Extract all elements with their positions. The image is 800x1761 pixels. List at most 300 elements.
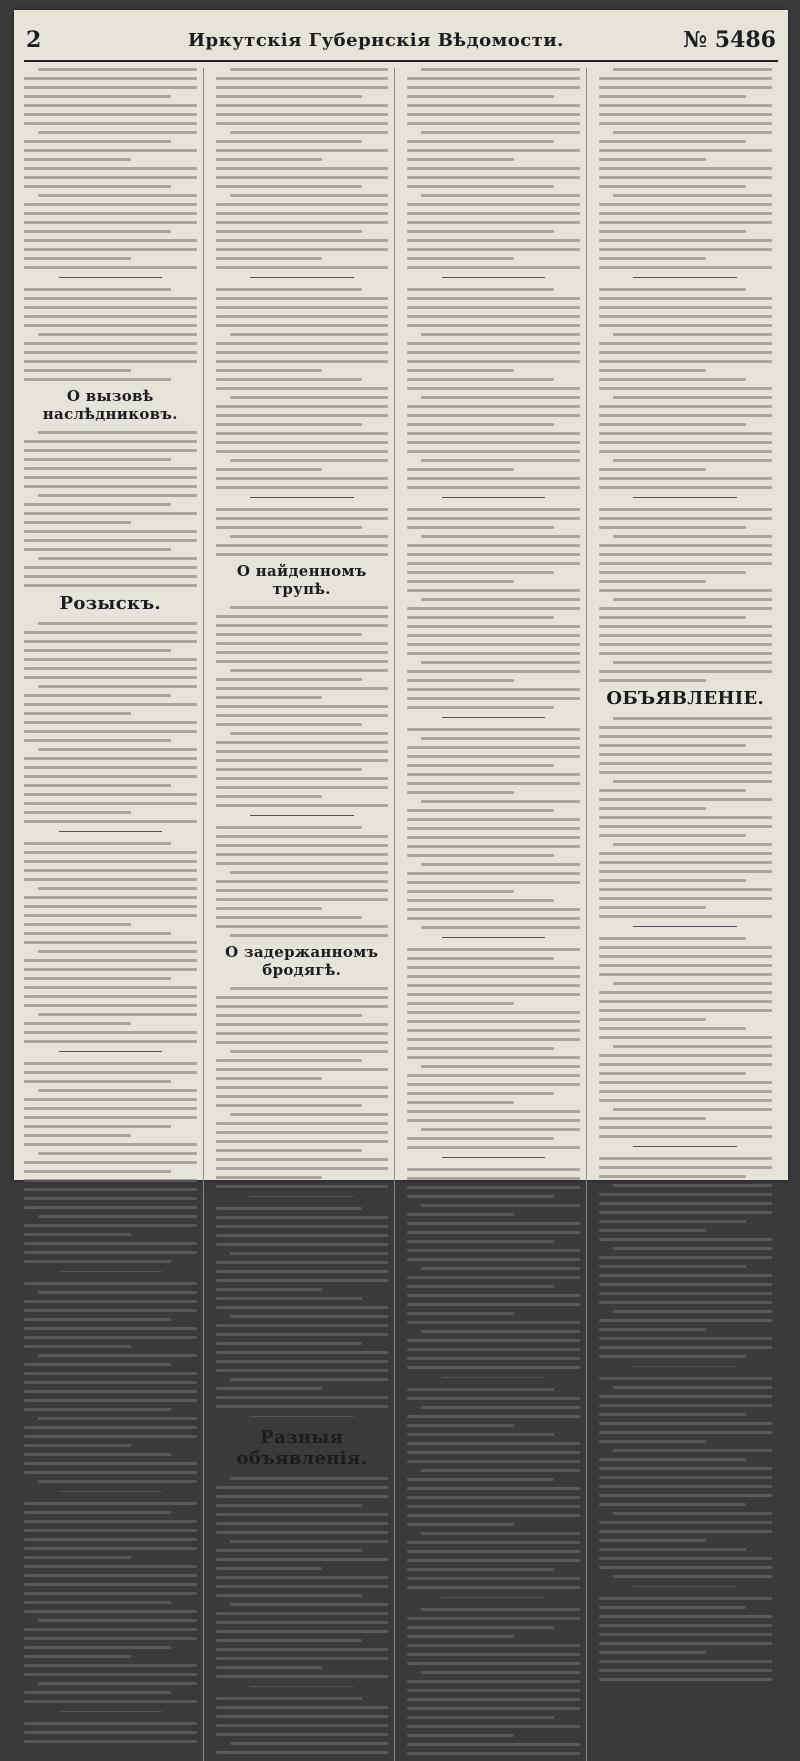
text-line [24, 775, 197, 778]
text-line [230, 1050, 389, 1053]
text-line [24, 968, 197, 971]
text-line [24, 923, 131, 926]
text-line [24, 1179, 197, 1182]
text-line [216, 1059, 363, 1062]
text-line [407, 176, 580, 179]
item-separator [633, 497, 737, 498]
text-line [599, 140, 746, 143]
text-line [24, 1318, 171, 1321]
text-line [407, 571, 554, 574]
text-line [599, 113, 773, 116]
text-line [599, 1566, 773, 1569]
text-line [24, 986, 197, 989]
text-line [216, 158, 323, 161]
text-line [24, 1740, 197, 1743]
text-line [407, 1734, 514, 1737]
text-line [38, 1215, 197, 1218]
text-line [407, 917, 580, 920]
column-3 [407, 68, 587, 1761]
text-line [216, 95, 363, 98]
text-line [599, 1274, 773, 1277]
text-line [407, 1056, 580, 1059]
newspaper-title: Иркутскія Губернскія Вѣдомости. [188, 29, 564, 51]
text-line [24, 703, 197, 706]
text-line [24, 378, 171, 381]
text-line [24, 458, 171, 461]
text-line [599, 1175, 746, 1178]
text-line [24, 820, 197, 823]
text-line [407, 239, 580, 242]
text-line [599, 387, 773, 390]
text-line [407, 185, 554, 188]
text-line [407, 966, 580, 969]
item-separator [633, 1586, 737, 1587]
text-line [38, 494, 197, 497]
text-line [230, 871, 389, 874]
text-line [407, 378, 554, 381]
text-line [230, 1252, 389, 1255]
text-line [421, 194, 580, 197]
text-block [24, 622, 197, 1743]
text-line [407, 248, 580, 251]
text-line [421, 1204, 580, 1207]
text-line [216, 705, 389, 708]
section-heading: О задержанномъ бродягѣ. [225, 943, 379, 979]
item-separator [59, 1491, 163, 1492]
text-line [24, 802, 197, 805]
text-line [407, 773, 580, 776]
text-line [24, 1116, 197, 1119]
text-line [216, 1585, 389, 1588]
text-line [216, 113, 389, 116]
text-line [599, 1530, 773, 1533]
text-line [216, 1630, 389, 1633]
text-line [599, 517, 773, 520]
text-line [216, 450, 389, 453]
text-line [24, 1170, 171, 1173]
text-line [216, 486, 389, 489]
text-line [407, 1424, 514, 1427]
text-line [230, 68, 389, 71]
text-line [407, 306, 580, 309]
text-line [24, 977, 171, 980]
text-line [599, 248, 773, 251]
text-line [599, 1265, 746, 1268]
text-line [407, 1177, 580, 1180]
text-line [407, 266, 580, 269]
text-line [216, 1522, 389, 1525]
text-line [407, 872, 580, 875]
text-line [599, 798, 773, 801]
text-line [421, 396, 580, 399]
text-line [599, 1000, 773, 1003]
text-line [24, 369, 131, 372]
text-line [216, 1558, 389, 1561]
text-line [24, 1390, 197, 1393]
text-line [24, 1435, 197, 1438]
text-line [24, 1592, 197, 1595]
text-line [613, 598, 773, 601]
text-line [216, 414, 389, 417]
item-separator [633, 277, 737, 278]
text-line [599, 486, 773, 489]
text-line [599, 1651, 707, 1654]
text-line [216, 1185, 389, 1188]
text-line [216, 1387, 323, 1390]
text-line [24, 1022, 131, 1025]
text-line [407, 1478, 554, 1481]
text-line [407, 1433, 554, 1436]
text-line [407, 1514, 580, 1517]
text-line [216, 149, 389, 152]
text-line [24, 1408, 171, 1411]
text-line [407, 414, 580, 417]
text-line [24, 248, 197, 251]
text-line [24, 1381, 197, 1384]
text-line [216, 844, 389, 847]
text-line [421, 926, 580, 929]
text-line [407, 993, 580, 996]
text-line [24, 212, 197, 215]
text-line [24, 932, 171, 935]
text-line [230, 194, 389, 197]
text-line [216, 1005, 389, 1008]
text-line [599, 167, 773, 170]
text-line [216, 1225, 389, 1228]
text-line [599, 861, 773, 864]
text-line [216, 378, 363, 381]
text-line [599, 1346, 773, 1349]
text-line [216, 1567, 323, 1570]
text-line [599, 1395, 773, 1398]
text-line [24, 548, 171, 551]
text-line [599, 158, 707, 161]
item-separator [442, 717, 546, 718]
text-line [407, 764, 554, 767]
text-line [421, 863, 580, 866]
text-line [216, 1243, 389, 1246]
text-line [407, 1568, 554, 1571]
text-line [407, 1716, 554, 1719]
text-line [24, 1251, 197, 1254]
text-line [599, 544, 773, 547]
text-line [407, 1119, 580, 1122]
text-line [24, 1565, 197, 1568]
text-line [599, 77, 773, 80]
text-line [24, 1520, 197, 1523]
text-line [407, 1541, 580, 1544]
text-line [38, 1152, 197, 1155]
text-line [216, 996, 389, 999]
text-line [24, 640, 197, 643]
text-line [407, 589, 580, 592]
text-line [599, 1467, 773, 1470]
text-line [407, 899, 554, 902]
text-line [407, 369, 514, 372]
text-line [24, 230, 171, 233]
text-line [407, 257, 514, 260]
text-line [216, 889, 389, 892]
text-line [407, 1680, 580, 1683]
text-line [24, 449, 197, 452]
text-line [216, 633, 363, 636]
masthead-rule [24, 60, 778, 62]
text-line [407, 652, 580, 655]
text-line [407, 468, 514, 471]
text-line [216, 714, 389, 717]
text-line [599, 288, 746, 291]
text-line [407, 387, 580, 390]
text-line [407, 86, 580, 89]
text-line [24, 1462, 197, 1465]
text-line [407, 948, 580, 951]
text-line [216, 1140, 389, 1143]
text-line [24, 167, 197, 170]
text-line [24, 104, 197, 107]
text-line [216, 642, 389, 645]
text-line [24, 1309, 197, 1312]
text-line [407, 1496, 580, 1499]
text-line [38, 131, 197, 134]
text-line [599, 580, 707, 583]
text-line [599, 1117, 707, 1120]
text-line [38, 333, 197, 336]
text-line [216, 1594, 363, 1597]
text-line [24, 467, 197, 470]
text-line [216, 678, 363, 681]
text-line [216, 360, 389, 363]
text-line [407, 890, 514, 893]
text-line [38, 748, 197, 751]
text-line [407, 95, 554, 98]
text-line [599, 1377, 773, 1380]
text-line [230, 1742, 389, 1745]
text-line [599, 553, 773, 556]
text-line [24, 95, 171, 98]
text-line [24, 584, 197, 587]
text-line [216, 615, 389, 618]
text-line [599, 1126, 773, 1129]
text-line [216, 1504, 363, 1507]
text-line [599, 414, 773, 417]
text-line [407, 616, 554, 619]
text-line [599, 1135, 773, 1138]
text-line [613, 1247, 773, 1250]
text-line [421, 1065, 580, 1068]
text-line [24, 730, 197, 733]
text-line [216, 795, 323, 798]
text-line [24, 324, 197, 327]
text-line [24, 1071, 197, 1074]
text-line [407, 477, 580, 480]
text-line [407, 1366, 580, 1369]
text-line [230, 535, 389, 538]
text-line [599, 571, 746, 574]
section-heading: ОБЪЯВЛЕНІЕ. [606, 688, 765, 709]
text-line [407, 1348, 580, 1351]
text-line [407, 441, 580, 444]
text-line [24, 530, 197, 533]
text-line [599, 964, 773, 967]
text-line [24, 905, 197, 908]
item-separator [59, 1711, 163, 1712]
text-line [38, 622, 197, 625]
text-line [599, 1229, 707, 1232]
text-line [599, 1157, 773, 1160]
text-line [24, 896, 197, 899]
text-line [216, 1333, 389, 1336]
text-line [24, 712, 131, 715]
text-line [599, 203, 773, 206]
text-line [38, 557, 197, 560]
text-line [24, 1453, 171, 1456]
text-line [421, 1267, 580, 1270]
text-line [24, 503, 171, 506]
text-line [421, 661, 580, 664]
text-line [407, 1276, 580, 1279]
text-line [216, 1675, 389, 1678]
text-line [24, 113, 197, 116]
text-block [216, 987, 389, 1417]
text-line [216, 1207, 363, 1210]
text-line [230, 1113, 389, 1116]
text-line [24, 1242, 197, 1245]
text-line [407, 881, 580, 884]
text-line [216, 1621, 389, 1624]
text-line [407, 1698, 580, 1701]
text-line [599, 1660, 773, 1663]
text-line [216, 786, 389, 789]
text-line [407, 580, 514, 583]
text-line [24, 1260, 171, 1263]
text-line [24, 1646, 171, 1649]
text-line [407, 212, 580, 215]
text-line [24, 1691, 171, 1694]
text-line [38, 685, 197, 688]
text-block [216, 68, 389, 556]
text-line [216, 1288, 323, 1291]
text-line [230, 669, 389, 672]
text-line [599, 468, 707, 471]
text-line [216, 1297, 363, 1300]
text-block [24, 431, 197, 587]
text-line [216, 1149, 363, 1152]
text-line [216, 1176, 323, 1179]
text-line [407, 1195, 554, 1198]
text-line [407, 1689, 580, 1692]
text-line [216, 544, 389, 547]
text-line [407, 544, 580, 547]
page-number: 2 [26, 27, 42, 53]
item-separator [442, 1157, 546, 1158]
text-line [407, 746, 580, 749]
text-line [24, 784, 171, 787]
item-separator [250, 1196, 354, 1197]
text-line [24, 842, 171, 845]
text-line [407, 1285, 554, 1288]
text-line [24, 1655, 131, 1658]
text-line [407, 486, 580, 489]
text-line [216, 660, 389, 663]
text-line [24, 122, 197, 125]
text-line [613, 396, 773, 399]
text-line [216, 1360, 389, 1363]
text-line [407, 1294, 580, 1297]
text-line [421, 1128, 580, 1131]
text-line [407, 315, 580, 318]
text-line [599, 762, 773, 765]
text-line [599, 1072, 746, 1075]
section-heading: О найденномъ трупѣ. [236, 562, 367, 598]
text-line [216, 651, 389, 654]
text-line [24, 1125, 171, 1128]
text-line [407, 975, 580, 978]
text-line [407, 1168, 580, 1171]
columns [24, 68, 778, 1469]
text-line [216, 1733, 389, 1736]
text-line [421, 68, 580, 71]
text-line [407, 1321, 580, 1324]
text-line [216, 853, 389, 856]
item-separator [442, 497, 546, 498]
text-line [407, 1505, 580, 1508]
item-separator [633, 1366, 737, 1367]
text-block [599, 68, 773, 682]
text-line [599, 1669, 773, 1672]
text-line [599, 351, 773, 354]
text-line [599, 297, 773, 300]
text-line [599, 643, 773, 646]
text-line [407, 1451, 580, 1454]
text-line [599, 991, 773, 994]
text-line [216, 517, 389, 520]
text-line [599, 1404, 773, 1407]
text-line [216, 423, 363, 426]
text-line [421, 598, 580, 601]
text-line [599, 1036, 773, 1039]
text-line [38, 1480, 197, 1483]
text-line [407, 845, 580, 848]
text-line [407, 1388, 554, 1391]
text-line [407, 351, 580, 354]
text-line [599, 1081, 773, 1084]
text-line [230, 459, 389, 462]
text-line [216, 1216, 389, 1219]
text-line [24, 512, 197, 515]
text-line [216, 880, 389, 883]
text-line [24, 306, 197, 309]
text-line [24, 1345, 131, 1348]
text-line [216, 167, 389, 170]
text-line [599, 477, 773, 480]
text-line [421, 1671, 580, 1674]
text-line [407, 1626, 554, 1629]
text-line [24, 176, 197, 179]
newspaper-page [14, 10, 788, 1469]
text-line [407, 562, 580, 565]
text-line [407, 957, 554, 960]
text-line [407, 1303, 580, 1306]
text-line [599, 807, 707, 810]
text-line [599, 1283, 773, 1286]
text-line [407, 1074, 580, 1077]
text-line [599, 342, 773, 345]
text-line [599, 1642, 773, 1645]
text-line [407, 167, 580, 170]
text-line [613, 194, 773, 197]
text-line [24, 995, 197, 998]
text-line [24, 649, 171, 652]
